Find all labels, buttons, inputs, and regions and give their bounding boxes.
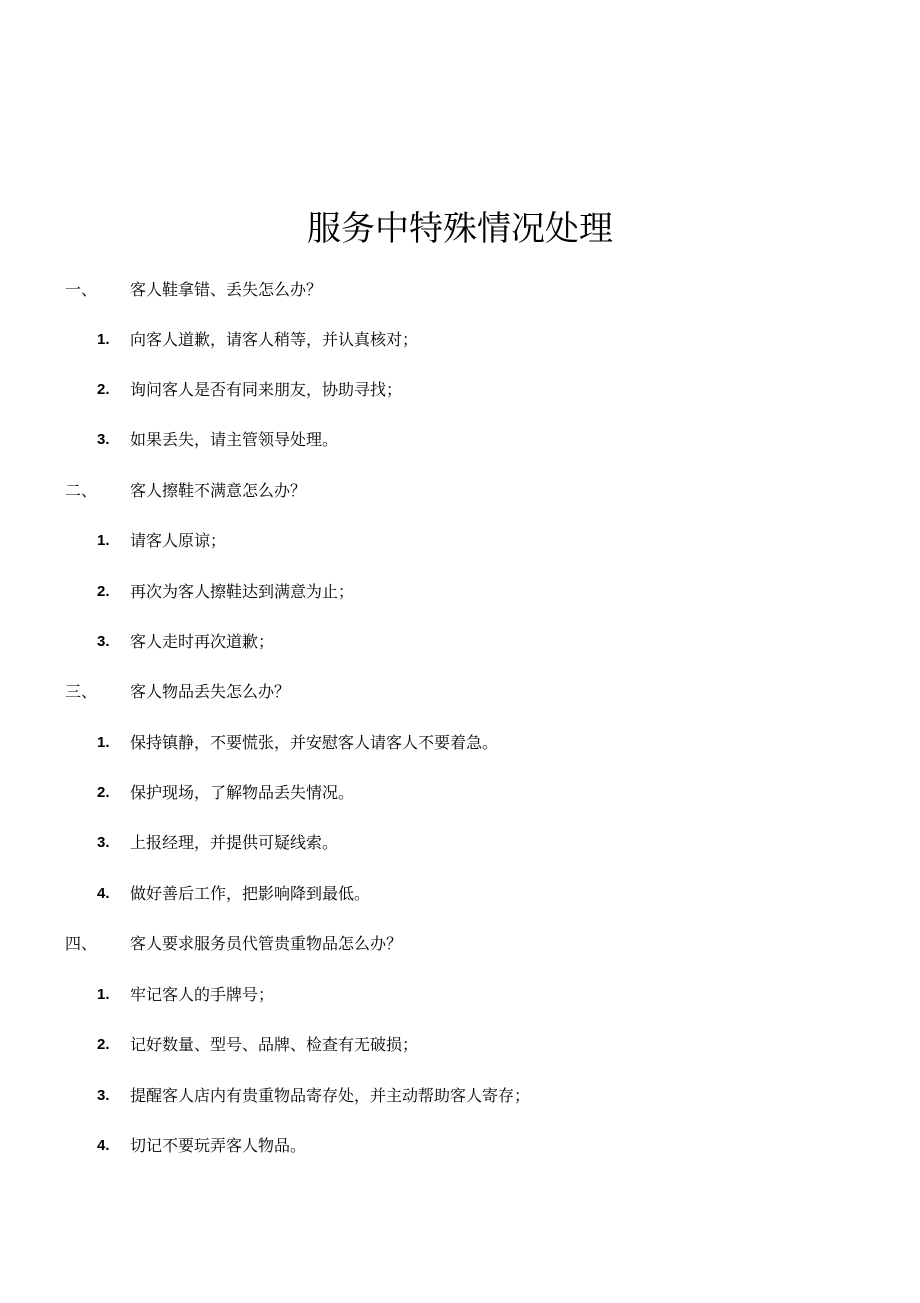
item-number: 3. — [97, 1087, 110, 1104]
item-text: 提醒客人店内有贵重物品寄存处，并主动帮助客人寄存； — [130, 1086, 531, 1105]
section-number: 二、 — [65, 481, 98, 500]
item-number: 4. — [97, 885, 110, 902]
section-title: 客人要求服务员代管贵重物品怎么办？ — [130, 934, 403, 953]
item-number: 3. — [97, 834, 110, 851]
item-number: 3. — [97, 633, 110, 650]
section-number: 一、 — [65, 280, 98, 299]
item-number: 3. — [97, 431, 110, 448]
item-text: 牢记客人的手牌号； — [130, 985, 275, 1004]
section-number: 三、 — [65, 682, 98, 701]
item-number: 4. — [97, 1137, 110, 1154]
item-number: 2. — [97, 381, 110, 398]
item-text: 向客人道歉，请客人稍等，并认真核对； — [130, 330, 419, 349]
item-text: 再次为客人擦鞋达到满意为止； — [130, 582, 355, 601]
section-number: 四、 — [65, 934, 98, 953]
item-text: 做好善后工作，把影响降到最低。 — [130, 884, 371, 903]
item-number: 1. — [97, 734, 110, 751]
item-text: 客人走时再次道歉； — [130, 632, 275, 651]
item-text: 保护现场，了解物品丢失情况。 — [130, 783, 355, 802]
item-number: 1. — [97, 331, 110, 348]
item-text: 询问客人是否有同来朋友，协助寻找； — [130, 380, 403, 399]
item-number: 1. — [97, 532, 110, 549]
item-text: 记好数量、型号、品牌、检查有无破损； — [130, 1035, 419, 1054]
item-number: 2. — [97, 784, 110, 801]
section-title: 客人物品丢失怎么办？ — [130, 682, 291, 701]
item-number: 1. — [97, 986, 110, 1003]
item-number: 2. — [97, 1036, 110, 1053]
item-number: 2. — [97, 583, 110, 600]
item-text: 请客人原谅； — [130, 531, 227, 550]
item-text: 保持镇静，不要慌张，并安慰客人请客人不要着急。 — [130, 733, 499, 752]
item-text: 如果丢失，请主管领导处理。 — [130, 430, 339, 449]
section-title: 客人鞋拿错、丢失怎么办？ — [130, 280, 323, 299]
section-title: 客人擦鞋不满意怎么办？ — [130, 481, 307, 500]
item-text: 上报经理，并提供可疑线索。 — [130, 833, 339, 852]
item-text: 切记不要玩弄客人物品。 — [130, 1136, 307, 1155]
document-title: 服务中特殊情况处理 — [307, 209, 613, 249]
